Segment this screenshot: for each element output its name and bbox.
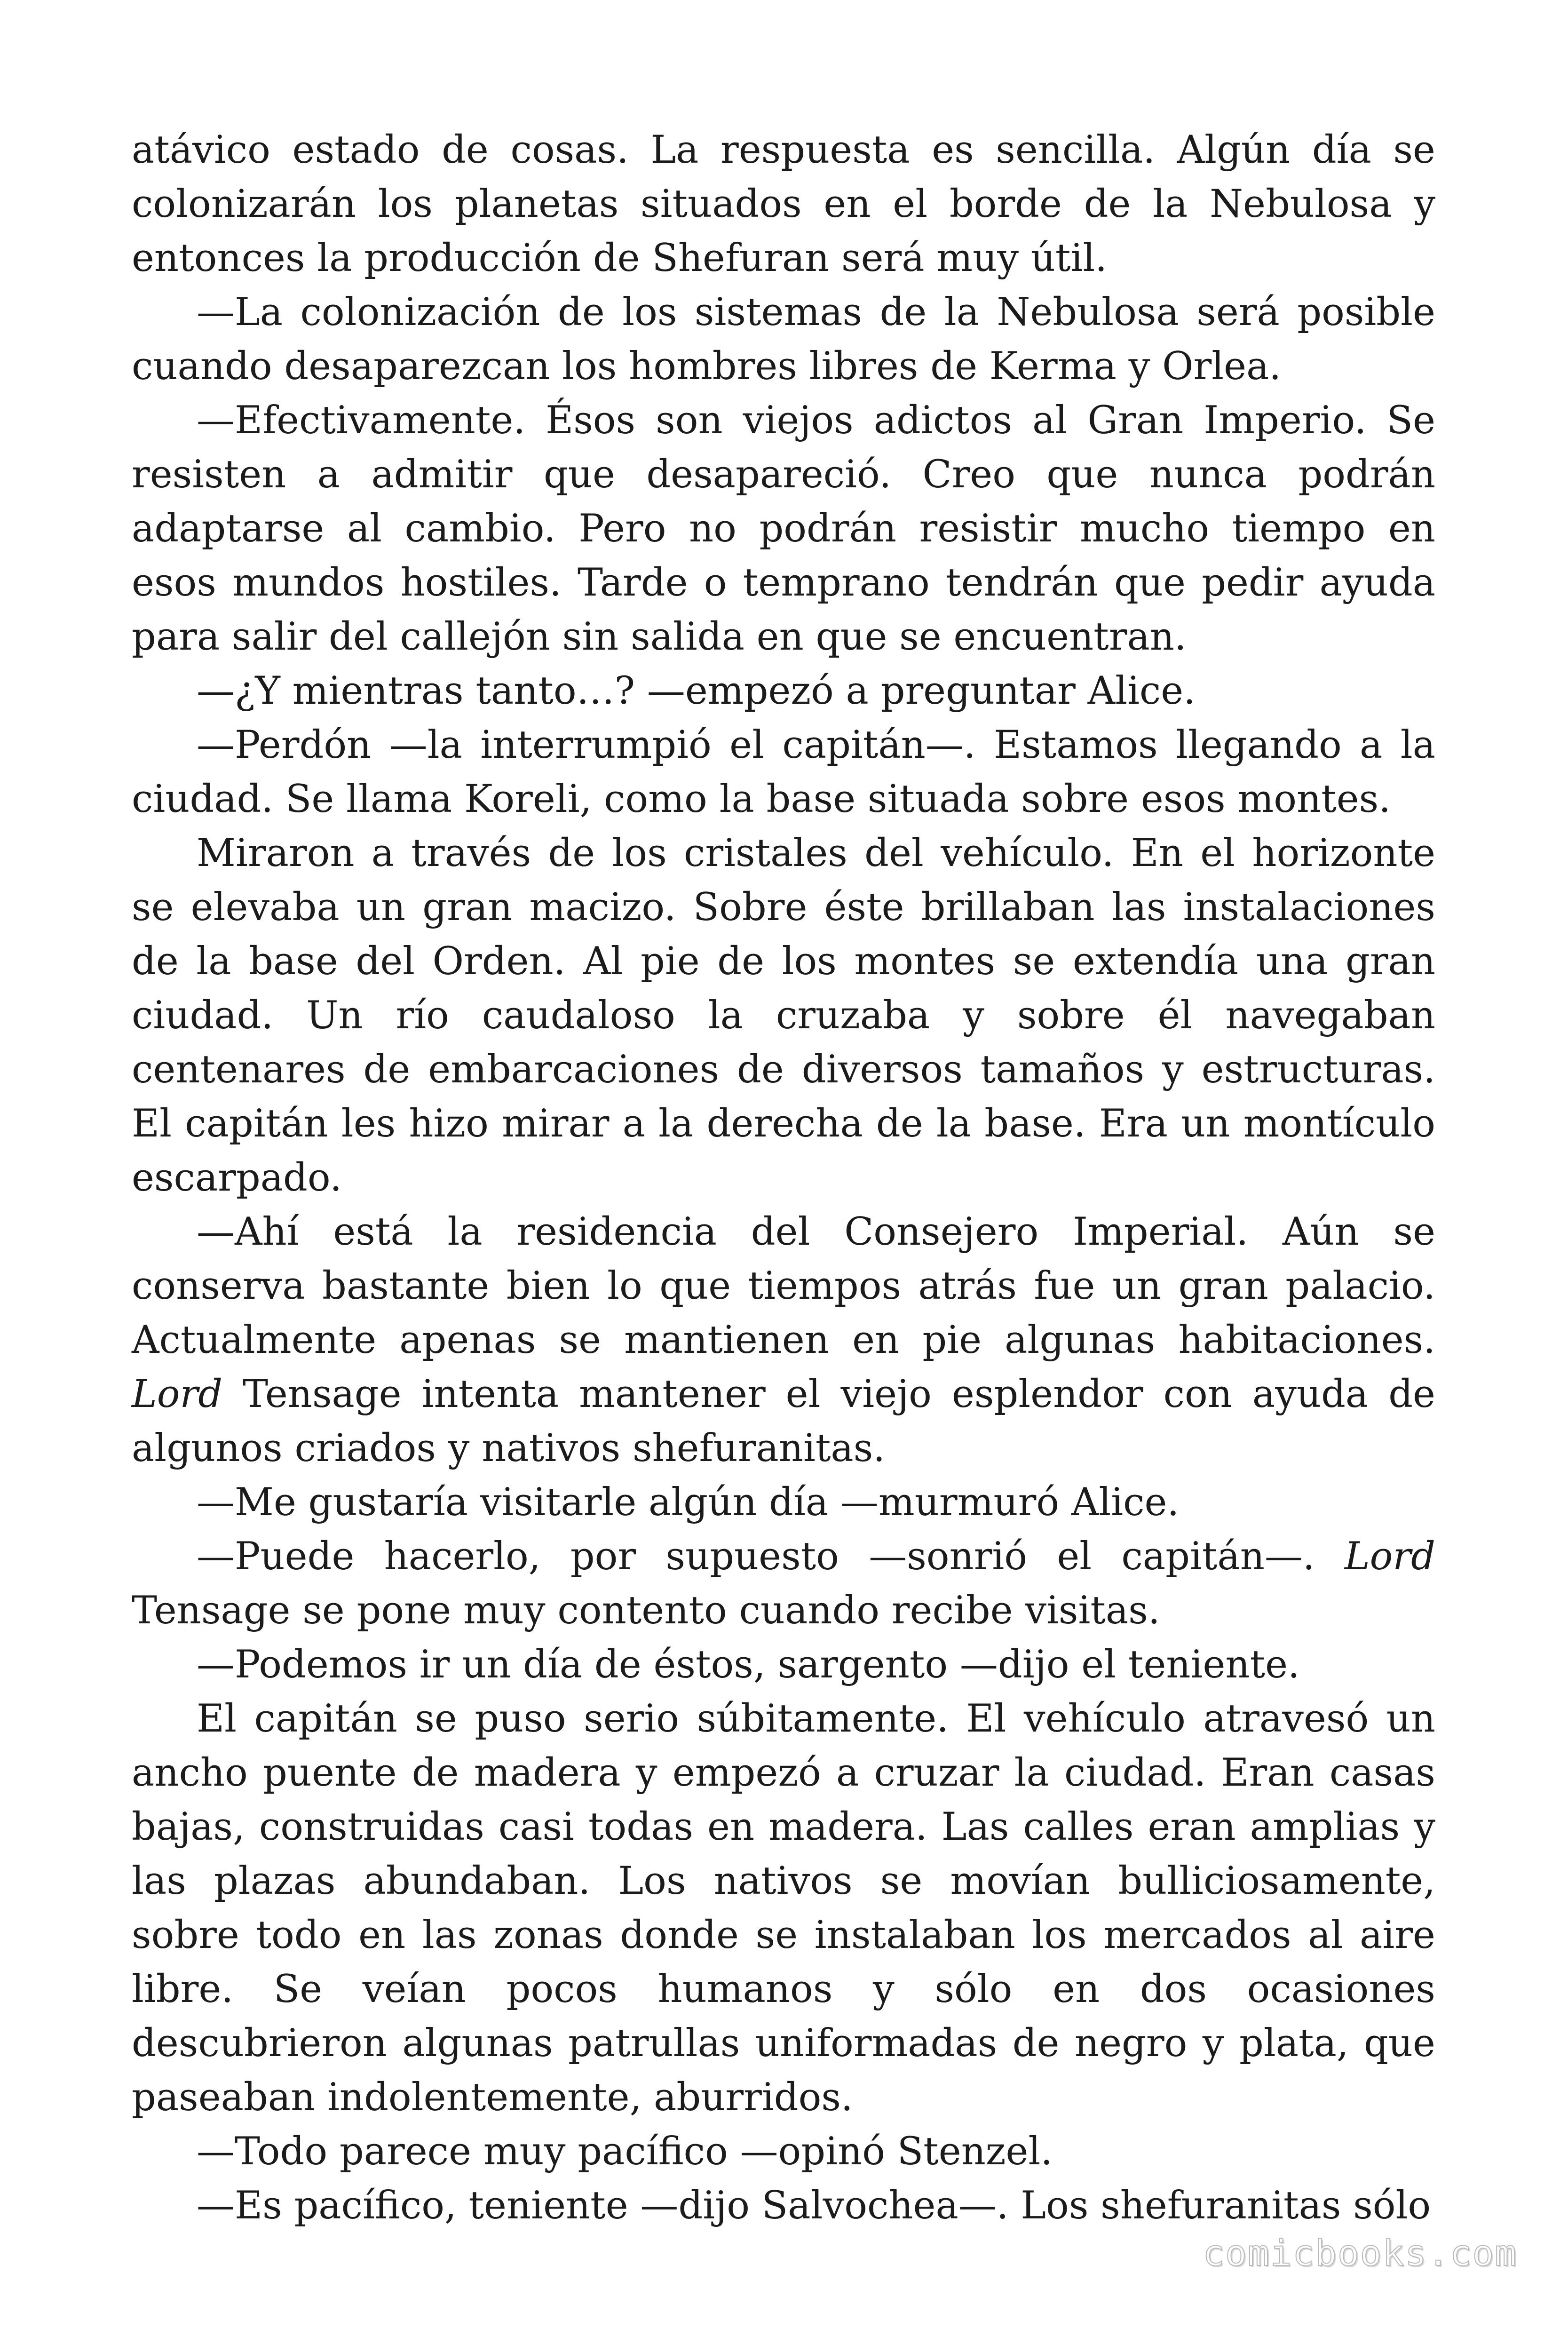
paragraph: —La colonización de los sistemas de la Nebulosa será posible cuando desaparezcan los hombres libres de Kerma y Orlea. bbox=[132, 290, 1435, 389]
italic-word: Lord bbox=[1344, 1534, 1435, 1579]
paragraph: —Podemos ir un día de éstos, sargento —dijo el teniente. bbox=[197, 1643, 1300, 1687]
italic-word: Lord bbox=[132, 1372, 223, 1416]
paragraph: El capitán se puso serio súbitamente. El vehículo atravesó un ancho puente de madera y empezó a cruzar la ciudad. Eran casas bajas, construidas casi todas en madera. Las calles eran amplias y las plazas abundaban. Los nativos se movían bulliciosamente, sobre todo en las zonas donde se instalaban los mercados al aire libre. Se veían pocos humanos y sólo en dos ocasiones descubrieron algunas patrullas uniformadas de negro y plata, que paseaban indolentemente, aburridos. bbox=[132, 1697, 1435, 2120]
paragraph: —¿Y mientras tanto…? —empezó a preguntar Alice. bbox=[197, 669, 1196, 713]
paragraph: —Puede hacerlo, por supuesto —sonrió el capitán—. Lord Tensage se pone muy contento cuando recibe visitas. bbox=[132, 1534, 1435, 1633]
paragraph: —Me gustaría visitarle algún día —murmuró Alice. bbox=[197, 1480, 1180, 1525]
paragraph: atávico estado de cosas. La respuesta es sencilla. Algún día se colonizarán los planetas situados en el borde de la Nebulosa y entonces la producción de Shefuran será muy útil. bbox=[132, 128, 1435, 280]
paragraph: —Todo parece muy pacífico —opinó Stenzel. bbox=[197, 2130, 1053, 2174]
paragraph: Miraron a través de los cristales del vehículo. En el horizonte se elevaba un gran macizo. Sobre éste brillaban las instalaciones de la base del Orden. Al pie de los montes se extendía una gran ciudad. Un río caudaloso la cruzaba y sobre él navegaban centenares de embarcaciones de diversos tamaños y estructuras. El capitán les hizo mirar a la derecha de la base. Era un montículo escarpado. bbox=[132, 831, 1435, 1200]
paragraph: —Es pacífico, teniente —dijo Salvochea—. Los shefuranitas sólo bbox=[197, 2184, 1431, 2228]
watermark: comicbooks.com bbox=[1203, 2232, 1517, 2274]
paragraph: —Efectivamente. Ésos son viejos adictos al Gran Imperio. Se resisten a admitir que desapareció. Creo que nunca podrán adaptarse al cambio. Pero no podrán resistir mucho tiempo en esos mundos hostiles. Tarde o temprano tendrán que pedir ayuda para salir del callejón sin salida en que se encuentran. bbox=[132, 398, 1435, 659]
paragraph: —Perdón —la interrumpió el capitán—. Estamos llegando a la ciudad. Se llama Koreli, como la base situada sobre esos montes. bbox=[132, 723, 1435, 821]
book-page-text bbox=[132, 123, 1435, 2233]
paragraph: —Ahí está la residencia del Consejero Imperial. Aún se conserva bastante bien lo que tiempos atrás fue un gran palacio. Actualmente apenas se mantienen en pie algunas habitaciones. Lord Tensage intenta mantener el viejo esplendor con ayuda de algunos criados y nativos shefuranitas. bbox=[132, 1210, 1435, 1470]
